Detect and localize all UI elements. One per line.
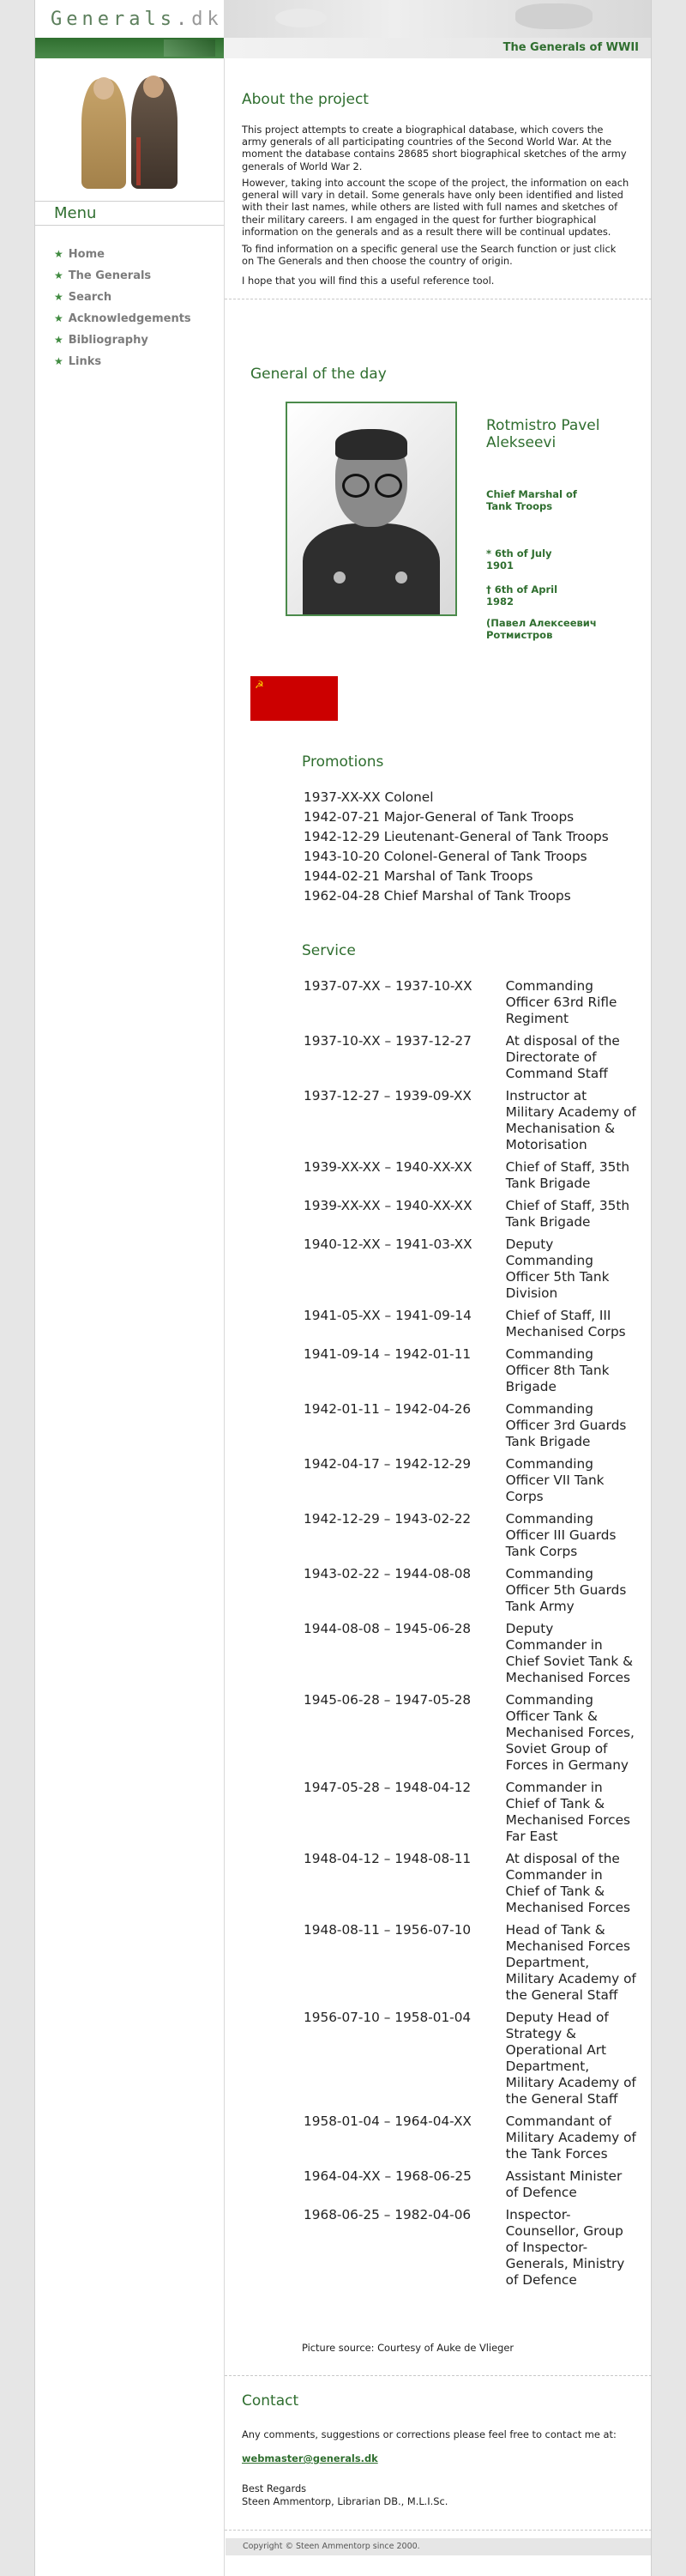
header-decoration [164, 39, 215, 57]
hammer-sickle-icon: ☭ [255, 679, 264, 691]
about-heading: About the project [242, 91, 369, 108]
service-dates: 1937-10-XX – 1937-12-27 [304, 1033, 472, 1049]
general-rank: Chief Marshal of Tank Troops [486, 488, 577, 512]
menu-heading: Menu [54, 204, 97, 222]
service-row [304, 1621, 638, 1692]
copyright-text: Copyright © Steen Ammentorp since 2000. [243, 2542, 420, 2551]
star-icon: ★ [54, 269, 63, 281]
service-dates: 1942-04-17 – 1942-12-29 [304, 1456, 472, 1472]
service-dates: 1941-09-14 – 1942-01-11 [304, 1346, 472, 1362]
service-row [304, 1851, 638, 1922]
promotion-item: 1943-10-20 Colonel-General of Tank Troops [304, 849, 587, 864]
service-post: Commanding Officer 63rd Rifle Regiment [505, 978, 617, 1026]
service-post: Commanding Officer Tank & Mechanised Forces, Soviet Group of Forces in Germany [505, 1692, 635, 1773]
service-row [304, 2207, 638, 2295]
map-shape [275, 9, 327, 27]
service-post: Assistant Minister of Defence [505, 2168, 623, 2200]
star-icon: ★ [54, 312, 63, 324]
page [34, 0, 652, 2576]
service-post: Chief of Staff, 35th Tank Brigade [505, 1198, 630, 1230]
service-row [304, 1308, 638, 1346]
logo-main: Generals [51, 9, 176, 30]
portrait-medal [334, 571, 346, 584]
service-row [304, 1237, 638, 1308]
about-paragraph: To find information on a specific general use the Search function or just click on The Generals and then choose the country of origin. [242, 243, 617, 268]
map-shape [515, 3, 593, 29]
service-dates: 1947-05-28 – 1948-04-12 [304, 1780, 472, 1795]
header-world-map [224, 0, 651, 38]
service-post: Inspector-Counsellor, Group of Inspector-Generals, Ministry of Defence [505, 2207, 625, 2288]
logo-dot: . [175, 9, 192, 30]
menu-item-label: Acknowledgements [68, 312, 191, 325]
star-icon: ★ [54, 334, 63, 346]
service-dates: 1948-04-12 – 1948-08-11 [304, 1851, 472, 1866]
service-dates: 1940-12-XX – 1941-03-XX [304, 1237, 472, 1252]
service-post: Chief of Staff, III Mechanised Corps [505, 1308, 626, 1339]
menu-item-label: Links [68, 355, 102, 368]
general-of-the-day-heading: General of the day [250, 366, 387, 383]
general-portrait[interactable] [286, 402, 457, 616]
sidebar-generals-illustration [75, 74, 186, 194]
general-death-date: † 6th of April 1982 [486, 584, 558, 608]
promotions-heading: Promotions [302, 753, 384, 771]
soviet-flag-icon [250, 676, 338, 721]
menu-item-home[interactable] [54, 244, 191, 265]
service-row [304, 2168, 638, 2207]
general-name[interactable]: Rotmistro Pavel Alekseevi [486, 417, 600, 451]
service-post: Commanding Officer 5th Guards Tank Army [505, 1566, 627, 1614]
soldier-figure [131, 77, 178, 189]
service-row [304, 1198, 638, 1237]
service-dates: 1937-07-XX – 1937-10-XX [304, 978, 472, 994]
service-dates: 1943-02-22 – 1944-08-08 [304, 1566, 472, 1581]
menu-item-bibliography[interactable] [54, 330, 191, 351]
header-subtitle-bar [224, 38, 651, 58]
about-paragraph: This project attempts to create a biographical database, which covers the army generals of all participating countries of the Second World War. At the moment the database contains 28685 short biographical sketches of the army generals of World War 2. [242, 124, 627, 172]
menu-item-label: Bibliography [68, 334, 148, 347]
service-post: At disposal of the Commander in Chief of Tank & Mechanised Forces [505, 1851, 630, 1915]
soldier-figure [81, 79, 126, 189]
service-dates: 1942-01-11 – 1942-04-26 [304, 1401, 472, 1417]
service-dates: 1939-XX-XX – 1940-XX-XX [304, 1159, 472, 1175]
service-post: Commanding Officer 8th Tank Brigade [505, 1346, 610, 1394]
picture-source: Picture source: Courtesy of Auke de Vlieger [302, 2342, 514, 2354]
service-post: Commander in Chief of Tank & Mechanised Forces Far East [505, 1780, 630, 1844]
service-dates: 1948-08-11 – 1956-07-10 [304, 1922, 472, 1938]
service-dates: 1939-XX-XX – 1940-XX-XX [304, 1198, 472, 1213]
menu-item-label: Home [68, 248, 105, 261]
service-post: Deputy Head of Strategy & Operational Art Department, Military Academy of the General Staff [505, 2010, 636, 2107]
service-post: Head of Tank & Mechanised Forces Department, Military Academy of the General Staff [505, 1922, 636, 2003]
promotion-item: 1944-02-21 Marshal of Tank Troops [304, 868, 533, 884]
star-icon: ★ [54, 248, 63, 260]
general-native-name: (Павел Алексеевич Ротмистров [486, 617, 597, 641]
section-divider [225, 2530, 652, 2531]
service-dates: 1941-05-XX – 1941-09-14 [304, 1308, 472, 1323]
service-row [304, 1511, 638, 1566]
service-dates: 1956-07-10 – 1958-01-04 [304, 2010, 472, 2025]
logo-tld: dk [191, 9, 223, 30]
section-divider [225, 2375, 652, 2376]
promotion-item: 1962-04-28 Chief Marshal of Tank Troops [304, 888, 571, 904]
service-post: Commanding Officer III Guards Tank Corps [505, 1511, 617, 1559]
menu-item-the-generals[interactable] [54, 265, 191, 287]
service-row [304, 1401, 638, 1456]
sidebar-divider [35, 201, 224, 202]
promotion-item: 1942-12-29 Lieutenant-General of Tank Troops [304, 829, 609, 844]
about-paragraph: However, taking into account the scope of the project, the information on each general will vary in detail. Some generals have only been identified and listed with their last names, while others are listed with full names and sketches of their military careers. I am engaged in the quest for further biographical information on the generals and as a result there will be continual updates. [242, 177, 629, 238]
service-post: Chief of Staff, 35th Tank Brigade [505, 1159, 630, 1191]
menu-item-label: The Generals [68, 269, 152, 282]
service-row [304, 1566, 638, 1621]
portrait-medal [395, 571, 407, 584]
portrait-glasses [342, 474, 370, 498]
service-post: Commanding Officer 3rd Guards Tank Brigade [505, 1401, 627, 1449]
main-content [224, 58, 652, 2576]
about-paragraph: I hope that you will find this a useful reference tool. [242, 275, 495, 287]
promotion-item: 1937-XX-XX Colonel [304, 789, 434, 805]
service-row [304, 1159, 638, 1198]
menu-item-acknowledgements[interactable] [54, 308, 191, 330]
regards-line: Best Regards [242, 2482, 307, 2494]
service-post: Commandant of Military Academy of the Tank Forces [505, 2113, 636, 2162]
service-row [304, 1088, 638, 1159]
menu-item-search[interactable] [54, 287, 191, 308]
header-green-bar [35, 38, 224, 58]
service-row [304, 1780, 638, 1851]
portrait-uniform [303, 523, 440, 616]
menu-item-label: Search [68, 291, 112, 304]
promotion-item: 1942-07-21 Major-General of Tank Troops [304, 809, 575, 825]
menu-divider [35, 225, 224, 226]
service-heading: Service [302, 942, 356, 959]
service-row [304, 978, 638, 1033]
service-dates: 1942-12-29 – 1943-02-22 [304, 1511, 472, 1527]
service-dates: 1944-08-08 – 1945-06-28 [304, 1621, 472, 1636]
menu-item-links[interactable] [54, 351, 191, 372]
service-post: Commanding Officer VII Tank Corps [505, 1456, 605, 1504]
service-post: Deputy Commanding Officer 5th Tank Division [505, 1237, 610, 1301]
service-post: At disposal of the Directorate of Command Staff [505, 1033, 620, 1081]
promotions-list [304, 788, 638, 906]
sidebar-menu [54, 244, 191, 372]
service-dates: 1937-12-27 – 1939-09-XX [304, 1088, 472, 1104]
general-birth-date: * 6th of July 1901 [486, 547, 552, 571]
contact-heading: Contact [242, 2392, 299, 2410]
service-post: Deputy Commander in Chief Soviet Tank & Mechanised Forces [505, 1621, 634, 1685]
star-icon: ★ [54, 291, 63, 303]
signature-line: Steen Ammentorp, Librarian DB., M.L.I.Sc. [242, 2495, 448, 2507]
site-logo[interactable] [35, 0, 224, 38]
contact-email-link[interactable]: webmaster@generals.dk [242, 2452, 378, 2464]
service-dates: 1958-01-04 – 1964-04-XX [304, 2113, 472, 2129]
logo-text[interactable] [51, 9, 223, 30]
service-table [304, 978, 638, 2295]
site-subtitle: The Generals of WWII [502, 41, 639, 54]
service-row [304, 1033, 638, 1088]
service-row [304, 2113, 638, 2168]
footer [226, 2538, 651, 2555]
service-dates: 1964-04-XX – 1968-06-25 [304, 2168, 472, 2184]
service-row [304, 1922, 638, 2010]
service-row [304, 1456, 638, 1511]
service-row [304, 1692, 638, 1780]
service-post: Instructor at Military Academy of Mechanisation & Motorisation [505, 1088, 636, 1152]
service-dates: 1968-06-25 – 1982-04-06 [304, 2207, 472, 2222]
service-row [304, 1346, 638, 1401]
service-dates: 1945-06-28 – 1947-05-28 [304, 1692, 472, 1708]
contact-text: Any comments, suggestions or corrections please feel free to contact me at: [242, 2428, 617, 2440]
service-row [304, 2010, 638, 2113]
star-icon: ★ [54, 355, 63, 367]
